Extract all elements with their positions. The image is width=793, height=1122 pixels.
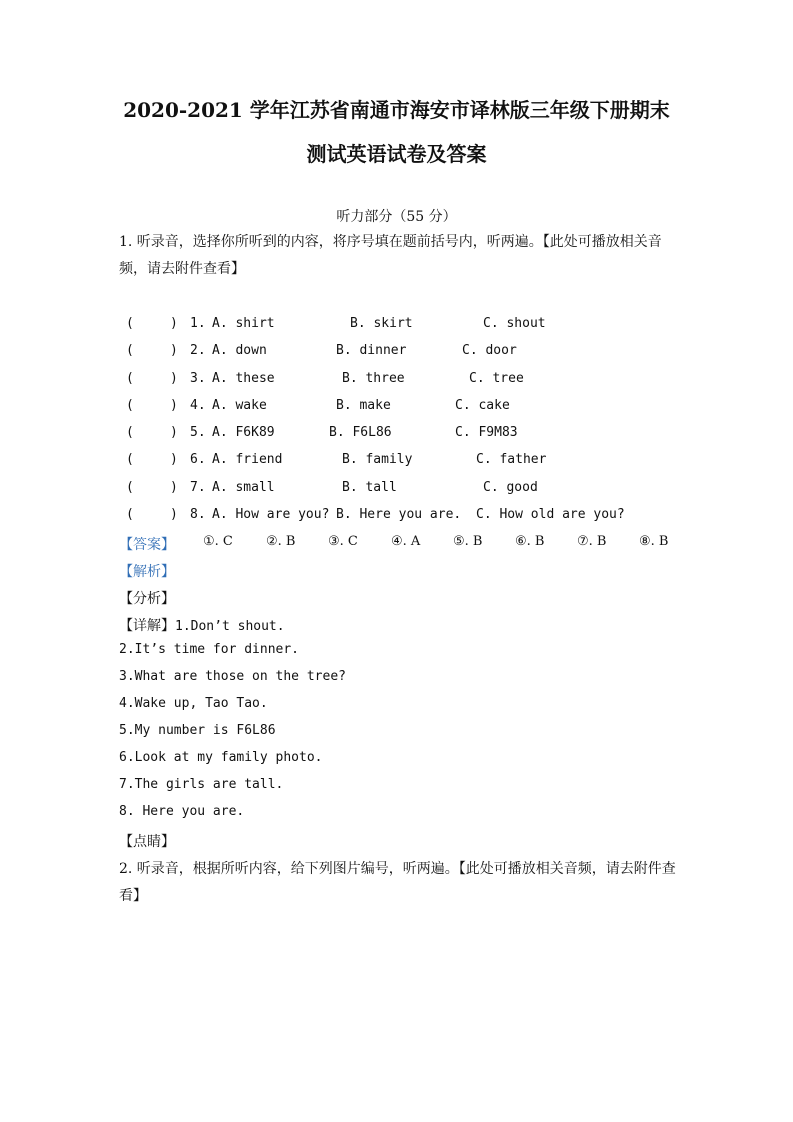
option-c: C. How old are you? <box>476 507 625 522</box>
option-a: A. down <box>212 343 267 358</box>
document-title-line-2: 测试英语试卷及答案 <box>306 142 487 166</box>
option-a: A. How are you? <box>212 507 330 522</box>
option-c: C. father <box>476 452 547 467</box>
question-number: 1. <box>190 316 206 331</box>
answer-3: ③. C <box>328 534 358 549</box>
detail-label: 【详解】 <box>119 618 175 634</box>
answer-label: 【答案】 <box>119 537 175 553</box>
paren-right: ) <box>170 398 178 413</box>
option-a: A. these <box>212 371 275 386</box>
paren-left: ( <box>126 425 134 440</box>
question-number: 8. <box>190 507 206 522</box>
detail-line-1 <box>119 615 285 635</box>
answer-8: ⑧. B <box>639 534 669 549</box>
document-title-line-1: 2020-2021 学年江苏省南通市海安市译林版三年级下册期末 <box>123 98 670 122</box>
section-title: 听力部分（55 分） <box>336 209 457 225</box>
option-c: C. cake <box>455 398 510 413</box>
option-a: A. shirt <box>212 316 275 331</box>
option-b: B. F6L86 <box>329 425 392 440</box>
answer-6: ⑥. B <box>515 534 545 549</box>
option-c: C. shout <box>483 316 546 331</box>
paren-left: ( <box>126 452 134 467</box>
option-b: B. dinner <box>336 343 407 358</box>
option-a: A. small <box>212 480 275 495</box>
option-b: B. make <box>336 398 391 413</box>
option-c: C. F9M83 <box>455 425 518 440</box>
option-c: C. door <box>462 343 517 358</box>
analysis-label: 【解析】 <box>119 564 175 580</box>
option-b: B. family <box>342 452 413 467</box>
answer-2: ②. B <box>266 534 296 549</box>
option-b: B. skirt <box>350 316 413 331</box>
question-1-instruction: 1. 听录音，选择你所听到的内容，将序号填在题前括号内，听两遍。【此处可播放相关音频，请去附件查看】 <box>119 234 662 277</box>
paren-right: ) <box>170 343 178 358</box>
paren-left: ( <box>126 480 134 495</box>
detail-line: 3.What are those on the tree? <box>119 669 346 684</box>
answer-1: ①. C <box>203 534 233 549</box>
paren-right: ) <box>170 507 178 522</box>
question-number: 6. <box>190 452 206 467</box>
paren-left: ( <box>126 316 134 331</box>
answer-7: ⑦. B <box>577 534 607 549</box>
paren-left: ( <box>126 398 134 413</box>
option-b: B. tall <box>342 480 397 495</box>
paren-right: ) <box>170 316 178 331</box>
option-a: A. wake <box>212 398 267 413</box>
paren-left: ( <box>126 343 134 358</box>
detail-line: 5.My number is F6L86 <box>119 723 276 738</box>
paren-left: ( <box>126 507 134 522</box>
fenxi-label: 【分析】 <box>119 591 175 607</box>
detail-line: 2.It’s time for dinner. <box>119 642 300 657</box>
option-b: B. three <box>342 371 405 386</box>
comment-label: 【点睛】 <box>119 834 175 850</box>
question-number: 2. <box>190 343 206 358</box>
option-c: C. tree <box>469 371 524 386</box>
paren-right: ) <box>170 371 178 386</box>
question-number: 5. <box>190 425 206 440</box>
answer-4: ④. A <box>391 534 421 549</box>
paren-right: ) <box>170 480 178 495</box>
question-2-instruction: 2. 听录音，根据所听内容，给下列图片编号，听两遍。【此处可播放相关音频，请去附件查看】 <box>119 861 676 904</box>
answer-row <box>119 534 699 554</box>
detail-line: 4.Wake up, Tao Tao. <box>119 696 268 711</box>
question-number: 4. <box>190 398 206 413</box>
detail-text: 1.Don’t shout. <box>175 619 285 634</box>
paren-left: ( <box>126 371 134 386</box>
detail-line: 6.Look at my family photo. <box>119 750 323 765</box>
paren-right: ) <box>170 452 178 467</box>
answer-5: ⑤. B <box>453 534 483 549</box>
option-c: C. good <box>483 480 538 495</box>
option-a: A. F6K89 <box>212 425 275 440</box>
question-number: 7. <box>190 480 206 495</box>
paren-right: ) <box>170 425 178 440</box>
detail-line: 7.The girls are tall. <box>119 777 284 792</box>
question-number: 3. <box>190 371 206 386</box>
detail-line: 8. Here you are. <box>119 804 245 819</box>
option-a: A. friend <box>212 452 283 467</box>
option-b: B. Here you are. <box>336 507 462 522</box>
